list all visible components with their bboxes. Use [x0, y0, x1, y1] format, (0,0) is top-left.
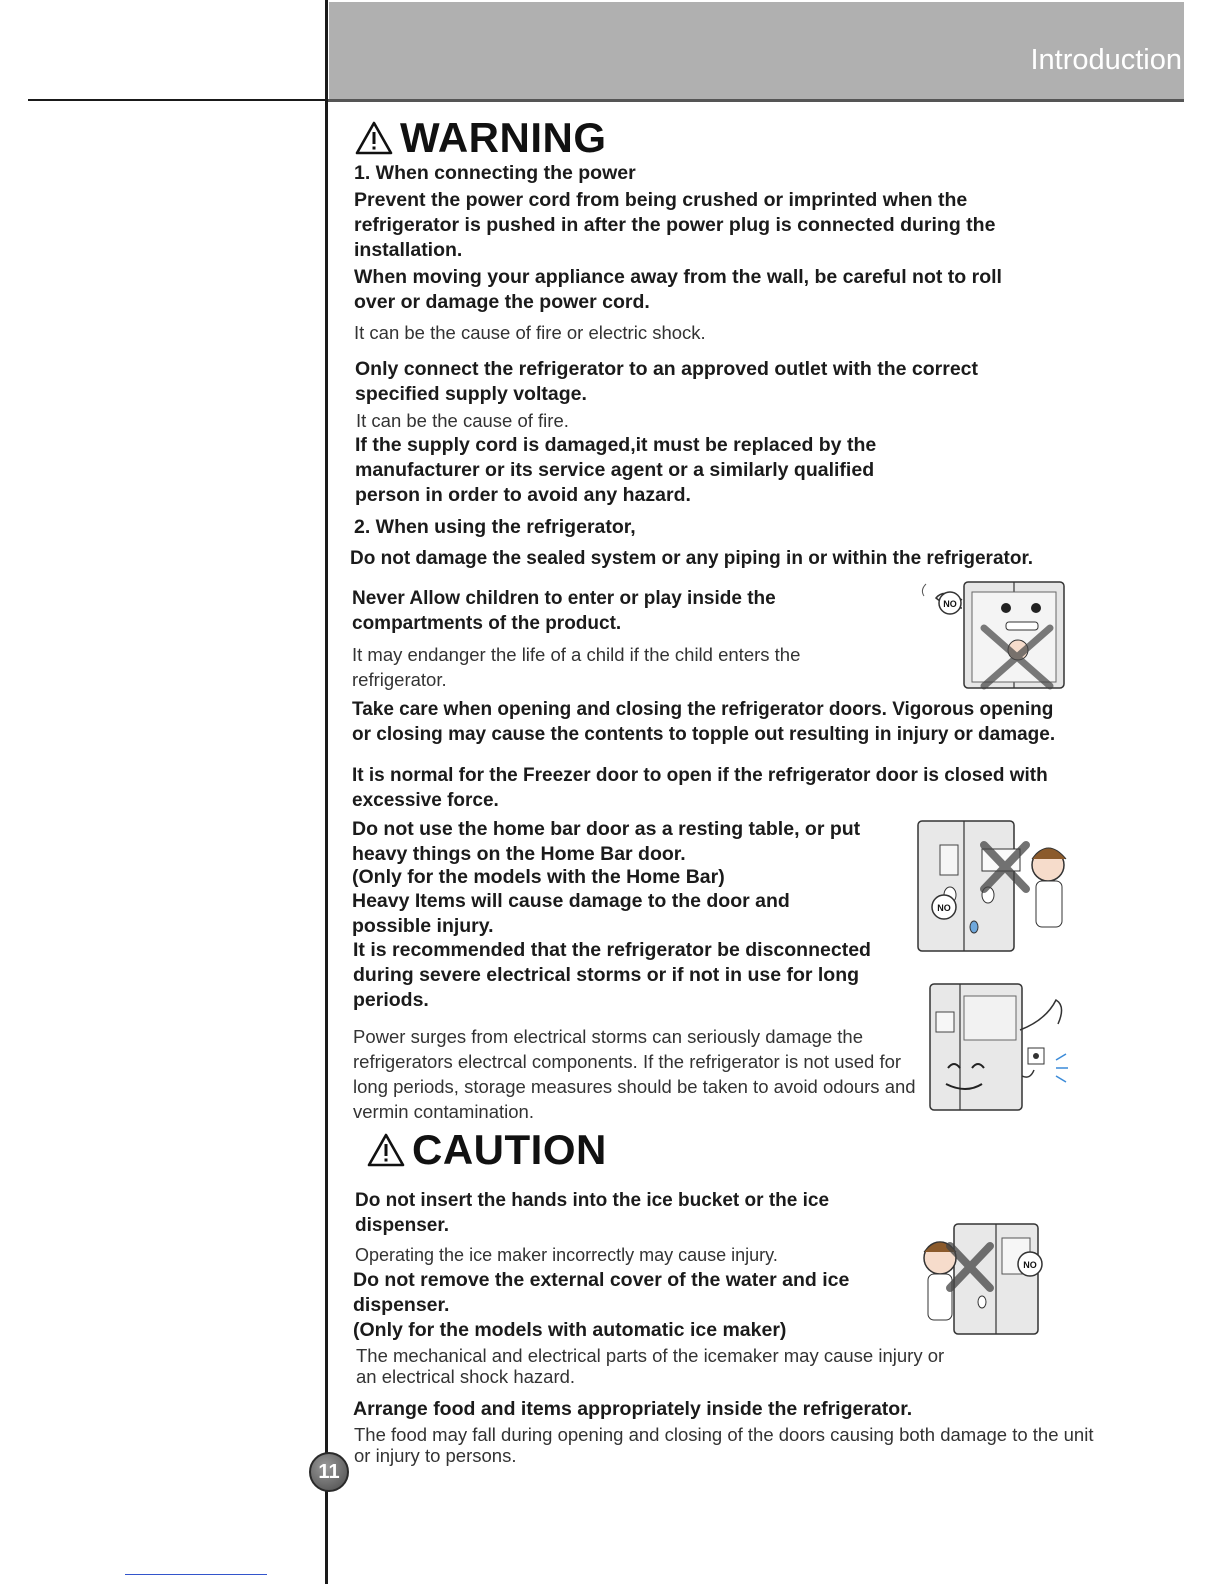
header-rule-right — [328, 99, 1184, 102]
caution-external-cover: Do not remove the external cover of the water and ice dispenser. — [353, 1269, 850, 1316]
paragraph-heavy-items: Heavy Items will cause damage to the door and possible injury. — [352, 890, 790, 937]
paragraph-electrical-storms: It is recommended that the refrigerator be disconnected during severe electrical storms or if not in use for long periods. — [353, 939, 871, 1011]
paragraph-freezer-door: It is normal for the Freezer door to open if the refrigerator door is closed with excessive force. — [352, 765, 1048, 811]
paragraph-children: Never Allow children to enter or play inside the compartments of the product. — [352, 588, 776, 634]
warning-heading-text: WARNING — [400, 114, 607, 161]
warning-triangle-icon — [354, 120, 394, 156]
paragraph-approved-outlet: Only connect the refrigerator to an approved outlet with the correct specified supply voltage. — [355, 358, 979, 405]
paragraph-home-bar: Do not use the home bar door as a resting table, or put heavy things on the Home Bar door. — [352, 818, 861, 865]
note-fire-shock: It can be the cause of fire or electric shock. — [354, 322, 706, 343]
unplug-storm-illustration — [916, 980, 1074, 1116]
no-label: NO — [943, 599, 957, 609]
caution-note-food-fall: The food may fall during opening and closing of the doors causing both damage to the unit or injury to persons. — [354, 1424, 1094, 1466]
no-label: NO — [1023, 1260, 1037, 1270]
caution-heading — [366, 1126, 607, 1174]
paragraph-doors-care: Take care when opening and closing the refrigerator doors. Vigorous opening or closing may cause the contents to topple out resulting in injury or damage. — [352, 699, 1056, 745]
section-1-title: 1. When connecting the power — [354, 162, 636, 184]
paragraph-power-cord-crushed: Prevent the power cord from being crushed or imprinted when the refrigerator is pushed in after the power plug is connected during the installation. — [354, 189, 996, 261]
note-fire: It can be the cause of fire. — [356, 410, 569, 431]
caution-note-ice-maker: Operating the ice maker incorrectly may cause injury. — [355, 1245, 778, 1265]
caution-triangle-icon — [366, 1132, 406, 1168]
ice-dispenser-illustration — [914, 1218, 1044, 1338]
home-bar-illustration — [910, 815, 1080, 955]
paragraph-sealed-system: Do not damage the sealed system or any piping in or within the refrigerator. — [350, 548, 1034, 569]
page-number: 11 — [309, 1452, 349, 1492]
warning-heading — [354, 114, 607, 162]
no-label: NO — [937, 903, 951, 913]
section-title: Introduction — [1030, 44, 1182, 76]
margin-rule — [325, 0, 328, 1584]
caution-note-shock-hazard: The mechanical and electrical parts of the icemaker may cause injury or an electrical shock hazard. — [356, 1345, 945, 1387]
header-rule-left — [28, 99, 326, 101]
caution-ice-bucket: Do not insert the hands into the ice bucket or the ice dispenser. — [355, 1190, 830, 1236]
child-inside-fridge-illustration — [914, 568, 1070, 692]
caution-heading-text: CAUTION — [412, 1126, 607, 1173]
paragraph-supply-cord-damaged: If the supply cord is damaged,it must be replaced by the manufacturer or its service agent or a similarly qualified person in order to avoid any hazard. — [355, 434, 877, 506]
note-power-surges: Power surges from electrical storms can seriously damage the refrigerators electrcal components. If the refrigerator is not used for long periods, storage measures should be taken to avoid odours and vermin contamination. — [353, 1026, 916, 1122]
paragraph-home-bar-models: (Only for the models with the Home Bar) — [352, 866, 725, 888]
paragraph-moving-appliance: When moving your appliance away from the wall, be careful not to roll over or damage the power cord. — [354, 266, 1002, 313]
footer-underline — [125, 1574, 267, 1575]
note-child-danger: It may endanger the life of a child if the child enters the refrigerator. — [352, 644, 801, 690]
caution-automatic-ice-maker: (Only for the models with automatic ice maker) — [353, 1319, 787, 1341]
caution-arrange-food: Arrange food and items appropriately inside the refrigerator. — [353, 1398, 913, 1420]
section-2-title: 2. When using the refrigerator, — [354, 516, 636, 538]
